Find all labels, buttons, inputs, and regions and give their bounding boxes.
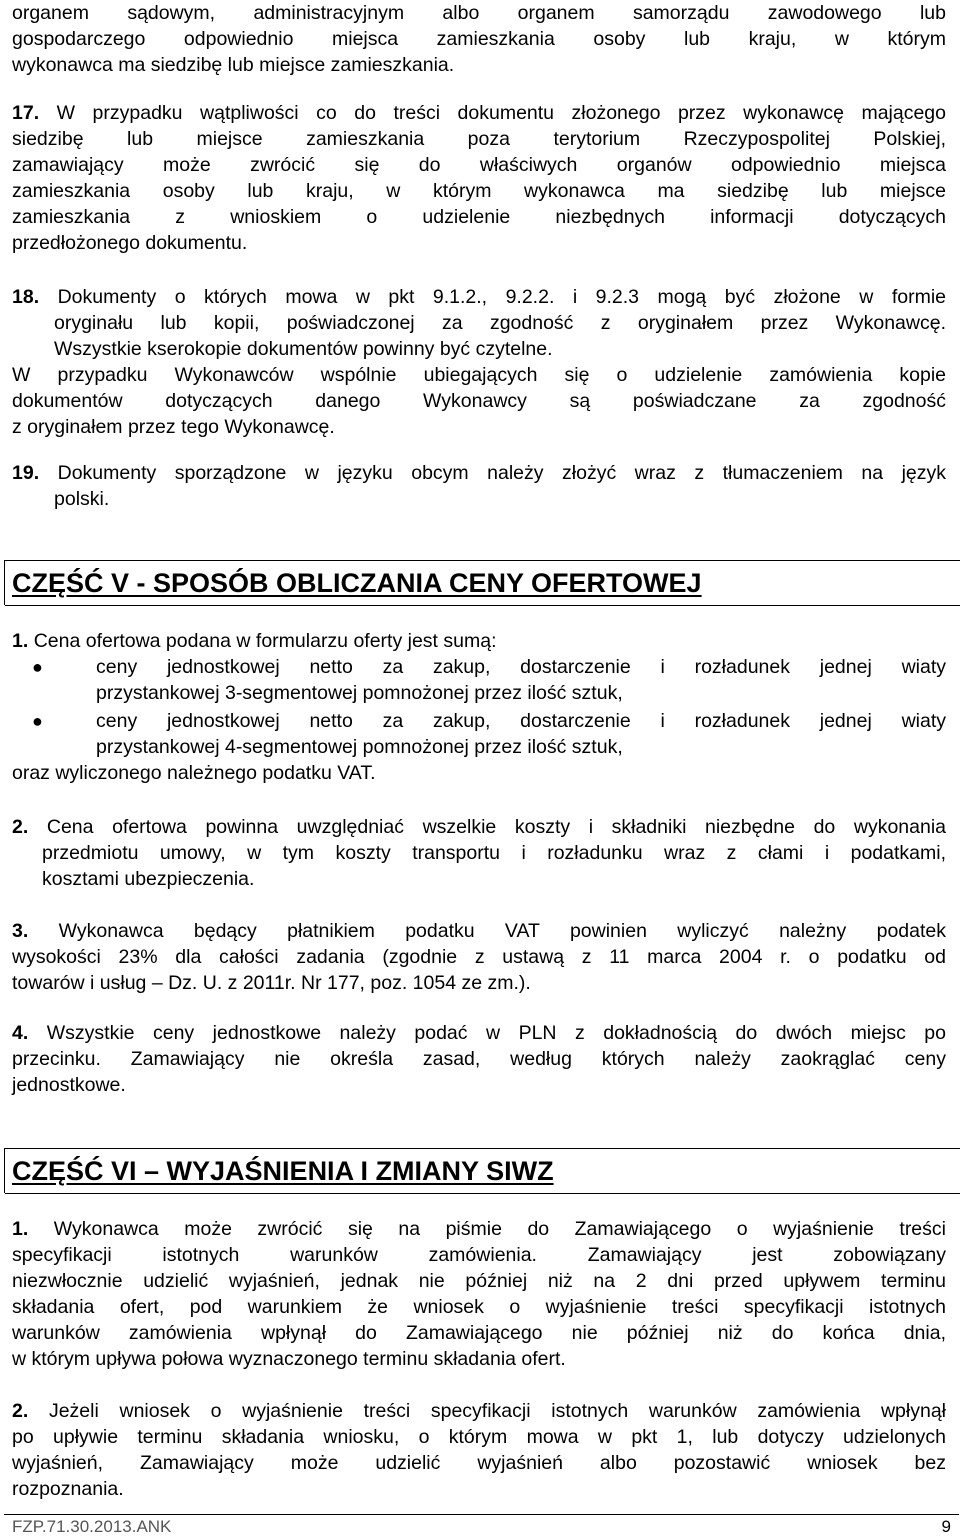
paragraph-number: 3. (12, 920, 29, 942)
text-line (12, 628, 946, 654)
paragraph-number: 18. (12, 286, 40, 308)
text-line: wysokości 23% dla całości zadania (zgodnie z ustawą z 11 marca 2004 r. o podatku od (12, 946, 946, 968)
text-line: gospodarczego odpowiednio miejsca zamieszkania osoby lub kraju, w którym (12, 28, 946, 50)
bullet-item (32, 654, 946, 706)
section-heading: CZĘŚĆ V - SPOSÓB OBLICZANIA CENY OFERTOWEJ (12, 568, 702, 598)
text-line: specyfikacji istotnych warunków zamówienia. Zamawiający jest zobowiązany (12, 1244, 946, 1266)
bullet-icon: ● (32, 711, 43, 731)
text-line: Wykonawca może zwrócić się na piśmie do Zamawiającego o wyjaśnienie treści (53, 1218, 946, 1240)
page-number: 9 (941, 1517, 951, 1536)
text-line: ceny jednostkowej netto za zakup, dostarczenie i rozładunek jednej wiaty (96, 710, 946, 732)
text-line: rozpoznania. (12, 1478, 124, 1500)
paragraph-18 (12, 284, 946, 440)
section5-paragraph-1-tail (12, 760, 946, 786)
text-line (12, 814, 946, 840)
text-line: zamieszkania z wnioskiem o udzielenie niezbędnych informacji dotyczących (12, 206, 946, 228)
section-heading: CZĘŚĆ VI – WYJAŚNIENIA I ZMIANY SIWZ (12, 1156, 554, 1186)
paragraph-number: 1. (12, 1218, 29, 1240)
text-line (12, 1216, 946, 1242)
text-line: oryginału lub kopii, poświadczonej za zgodność z oryginałem przez Wykonawcę. (54, 312, 946, 334)
text-line: składania ofert, pod warunkiem że wniosek o wyjaśnienie treści specyfikacji istotnych (12, 1296, 946, 1318)
text-line (12, 1398, 946, 1424)
text-line (12, 460, 946, 486)
section6-paragraph-1 (12, 1216, 946, 1372)
text-line: Dokumenty sporządzone w języku obcym należy złożyć wraz z tłumaczeniem na język (57, 462, 946, 484)
text-line: wykonawca ma siedzibę lub miejsce zamieszkania. (12, 54, 455, 76)
text-line: przecinku. Zamawiający nie określa zasad, według których należy zaokrąglać ceny (12, 1048, 946, 1070)
text-line: polski. (54, 488, 110, 510)
intro-paragraph (12, 0, 946, 78)
text-line: W przypadku Wykonawców wspólnie ubiegających się o udzielenie zamówienia kopie (12, 364, 946, 386)
text-line: ceny jednostkowej netto za zakup, dostarczenie i rozładunek jednej wiaty (96, 656, 946, 678)
text-line: Dokumenty o których mowa w pkt 9.1.2., 9.2.2. i 9.2.3 mogą być złożone w formie (57, 286, 946, 308)
paragraph-number: 1. (12, 630, 29, 652)
paragraph-number: 2. (12, 1400, 29, 1422)
text-line: towarów i usług – Dz. U. z 2011r. Nr 177, poz. 1054 ze zm.). (12, 972, 531, 994)
section5-paragraph-3 (12, 918, 946, 996)
page-footer (4, 1514, 959, 1538)
text-line: organem sądowym, administracyjnym albo organem samorządu zawodowego lub (12, 2, 946, 24)
section5-paragraph-2 (12, 814, 946, 892)
document-code: FZP.71.30.2013.ANK (12, 1517, 172, 1536)
text-line: Wszystkie ceny jednostkowe należy podać w PLN z dokładnością do dwóch miejsc po (46, 1022, 946, 1044)
text-line: w którym upływa połowa wyznaczonego terminu składania ofert. (12, 1348, 566, 1370)
text-line: z oryginałem przez tego Wykonawcę. (12, 416, 335, 438)
text-line: oraz wyliczonego należnego podatku VAT. (12, 762, 376, 784)
text-line: Cena ofertowa podana w formularzu oferty jest sumą: (33, 630, 497, 652)
paragraph-19 (12, 460, 946, 512)
paragraph-number: 2. (12, 816, 29, 838)
text-line: Cena ofertowa powinna uwzględniać wszelkie koszty i składniki niezbędne do wykonania (46, 816, 946, 838)
paragraph-17 (12, 100, 946, 256)
text-line: Wszystkie kserokopie dokumentów powinny być czytelne. (54, 338, 553, 360)
text-line: zamawiający może zwrócić się do właściwych organów odpowiednio miejsca (12, 154, 946, 176)
text-line: przedłożonego dokumentu. (12, 232, 248, 254)
paragraph-number: 19. (12, 462, 40, 484)
text-line: po upływie terminu składania wniosku, o którym mowa w pkt 1, lub dotyczy udzielonych (12, 1426, 946, 1448)
text-line: zamieszkania osoby lub kraju, w którym wykonawca ma siedzibę lub miejsce (12, 180, 946, 202)
text-line: Jeżeli wniosek o wyjaśnienie treści specyfikacji istotnych warunków zamówienia wpłynął (48, 1400, 946, 1422)
section6-paragraph-2 (12, 1398, 946, 1502)
paragraph-number: 17. (12, 102, 40, 124)
text-line: przystankowej 4-segmentowej pomnożonej przez ilość sztuk, (96, 736, 623, 758)
bullet-icon: ● (32, 657, 43, 677)
text-line: W przypadku wątpliwości co do treści dokumentu złożonego przez wykonawcę mającego (56, 102, 946, 124)
text-line (12, 918, 946, 944)
paragraph-number: 4. (12, 1022, 29, 1044)
text-line: Wykonawca będący płatnikiem podatku VAT powinien wyliczyć należny podatek (58, 920, 946, 942)
text-line: wyjaśnień, Zamawiający może udzielić wyjaśnień albo pozostawić wniosek bez (12, 1452, 946, 1474)
section5-paragraph-4 (12, 1020, 946, 1098)
text-line (12, 284, 946, 310)
text-line: warunków zamówienia wpłynął do Zamawiającego nie później niż do końca dnia, (12, 1322, 946, 1344)
bullet-item (32, 708, 946, 760)
text-line: dokumentów dotyczących danego Wykonawcy są poświadczane za zgodność (12, 390, 946, 412)
text-line: przystankowej 3-segmentowej pomnożonej przez ilość sztuk, (96, 682, 623, 704)
text-line (12, 1020, 946, 1046)
text-line: przedmiotu umowy, w tym koszty transportu i rozładunku wraz z cłami i podatkami, (42, 842, 946, 864)
text-line (12, 100, 946, 126)
text-line: kosztami ubezpieczenia. (42, 868, 255, 890)
text-line: jednostkowe. (12, 1074, 126, 1096)
text-line: niezwłocznie udzielić wyjaśnień, jednak nie później niż na 2 dni przed upływem terminu (12, 1270, 946, 1292)
text-line: siedzibę lub miejsce zamieszkania poza terytorium Rzeczypospolitej Polskiej, (12, 128, 946, 150)
section5-paragraph-1 (12, 628, 946, 654)
